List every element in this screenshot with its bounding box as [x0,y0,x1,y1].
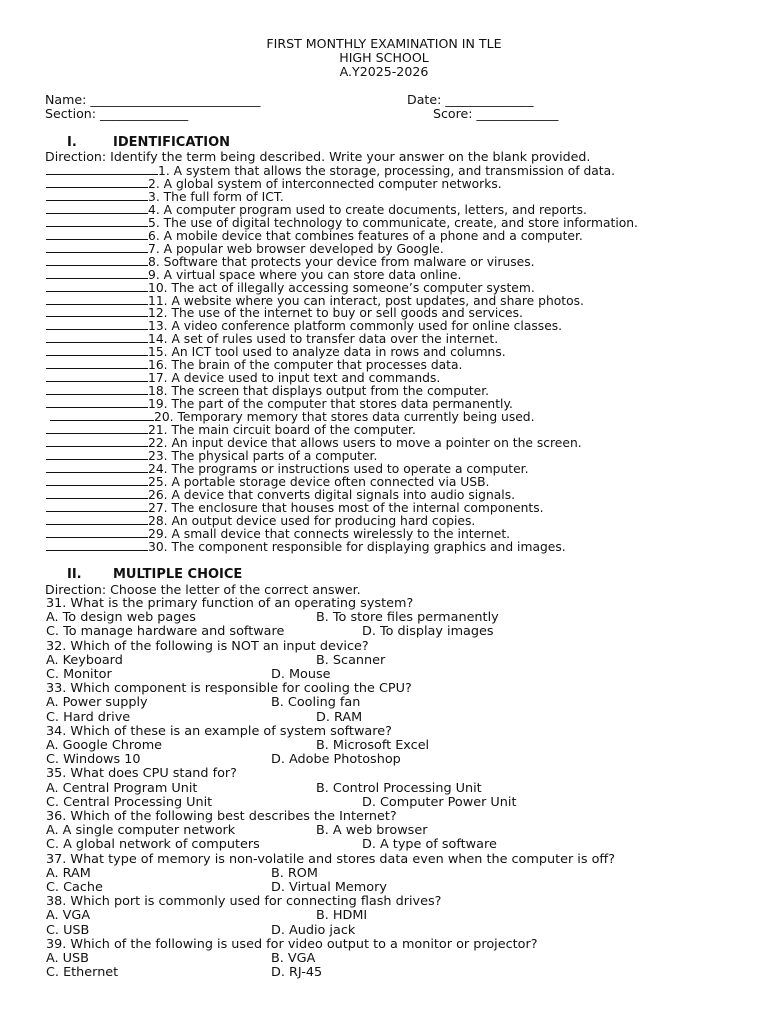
choice-a[interactable]: A. A single computer network [46,823,236,839]
answer-blank[interactable] [46,255,148,266]
answer-blank[interactable] [50,410,154,421]
answer-blank[interactable] [46,306,148,317]
item-text: 24. The programs or instructions used to operate a computer. [148,461,529,476]
date-field[interactable]: Date: ______________ [407,92,534,107]
identification-item [46,319,562,333]
answer-blank[interactable] [46,371,148,382]
answer-blank[interactable] [46,281,148,292]
exam-level: HIGH SCHOOL [339,50,429,65]
identification-item [46,242,444,256]
item-text: 30. The component responsible for displaying graphics and images. [148,539,566,554]
score-field[interactable]: Score: _____________ [433,106,559,121]
item-text: 16. The brain of the computer that processes data. [148,358,463,373]
choice-a[interactable]: A. Power supply [46,695,148,711]
question-text: 36. Which of the following best describes the Internet? [46,809,397,824]
choice-c[interactable]: C. Monitor [46,667,112,682]
item-text: 20. Temporary memory that stores data currently being used. [154,410,535,425]
choice-c[interactable]: C. Hard drive [46,709,131,725]
answer-blank[interactable] [46,190,148,201]
answer-blank[interactable] [46,216,148,227]
item-text: 26. A device that converts digital signals into audio signals. [148,487,516,502]
part2-title: MULTIPLE CHOICE [113,567,243,582]
question-text: 31. What is the primary function of an operating system? [46,596,414,611]
section-field[interactable]: Section: ______________ [45,106,189,121]
item-text: 18. The screen that displays output from the computer. [148,384,490,399]
name-field[interactable]: Name: ___________________________ [45,92,261,107]
choice-b[interactable]: B. Scanner [316,652,386,668]
identification-item [46,358,462,372]
identification-item [46,216,638,230]
question-text: 32. Which of the following is NOT an input device? [46,638,369,654]
identification-item [46,294,584,308]
choice-c[interactable]: C. Central Processing Unit [46,794,213,810]
item-text: 22. An input device that allows users to move a pointer on the screen. [148,435,582,450]
answer-blank[interactable] [46,345,148,356]
item-text: 11. A website where you can interact, post updates, and share photos. [148,293,584,308]
identification-item [46,410,535,424]
identification-item [46,514,475,528]
identification-item [46,423,416,437]
item-text: 2. A global system of interconnected computer networks. [148,176,502,191]
question-text: 34. Which of these is an example of system software? [46,723,392,739]
choice-d[interactable]: D. Audio jack [271,922,356,938]
choice-b[interactable]: B. Cooling fan [271,695,361,711]
answer-blank[interactable] [46,501,148,512]
choice-d[interactable]: D. A type of software [362,837,497,853]
answer-blank[interactable] [46,384,148,395]
answer-blank[interactable] [46,242,148,253]
identification-item [46,449,377,463]
identification-item [46,268,461,282]
answer-blank[interactable] [46,397,148,408]
identification-item [46,397,513,411]
identification-item [46,540,566,554]
identification-item [46,281,535,295]
choice-b[interactable]: B. VGA [271,951,316,966]
choice-a[interactable]: A. RAM [46,865,91,881]
choice-a[interactable]: A. To design web pages [46,610,196,626]
item-text: 29. A small device that connects wirelessly to the internet. [148,526,511,541]
choice-b[interactable]: B. ROM [271,865,318,881]
answer-blank[interactable] [46,527,148,538]
choice-b[interactable]: B. A web browser [316,823,428,839]
choice-a[interactable]: A. Keyboard [46,652,123,668]
identification-item [46,501,544,515]
identification-item [46,177,502,191]
question-text: 38. Which port is commonly used for connecting flash drives? [46,894,442,910]
item-text: 21. The main circuit board of the computer. [148,423,416,437]
identification-item [46,475,489,489]
choice-c[interactable]: C. Ethernet [46,965,119,981]
item-text: 23. The physical parts of a computer. [148,448,378,463]
item-text: 25. A portable storage device often connected via USB. [148,474,490,489]
item-text: 10. The act of illegally accessing someone’s computer system. [148,280,535,295]
item-text: 6. A mobile device that combines features of a phone and a computer. [148,228,583,243]
part2-direction: Direction: Choose the letter of the correct answer. [45,582,361,597]
answer-blank[interactable] [46,268,148,279]
choice-d[interactable]: D. Adobe Photoshop [271,752,401,768]
choice-b[interactable]: B. Control Processing Unit [316,780,482,796]
choice-b[interactable]: B. Microsoft Excel [316,738,430,753]
answer-blank[interactable] [46,514,148,525]
exam-title: FIRST MONTHLY EXAMINATION IN TLE [266,36,502,51]
choice-d[interactable]: D. Virtual Memory [271,880,387,895]
item-text: 28. An output device used for producing hard copies. [148,513,476,528]
question-text: 39. Which of the following is used for video output to a monitor or projector? [46,936,538,952]
answer-blank[interactable] [46,540,148,551]
answer-blank[interactable] [46,164,158,175]
identification-item [46,462,529,476]
answer-blank[interactable] [46,294,148,305]
item-text: 4. A computer program used to create documents, letters, and reports. [148,202,587,217]
answer-blank[interactable] [46,177,148,188]
part1-title: IDENTIFICATION [113,135,231,150]
identification-item [46,306,523,320]
answer-blank[interactable] [46,436,148,447]
choice-b[interactable]: B. HDMI [316,908,368,924]
item-text: 5. The use of digital technology to communicate, create, and store information. [148,215,638,230]
choice-c[interactable]: C. Cache [46,880,103,895]
part1-direction: Direction: Identify the term being described. Write your answer on the blank provided. [45,149,591,164]
choice-c[interactable]: C. A global network of computers [46,837,260,853]
academic-year: A.Y2025-2026 [339,64,429,79]
choice-a[interactable]: A. VGA [46,908,91,924]
choice-a[interactable]: A. USB [46,951,89,966]
item-text: 12. The use of the internet to buy or sell goods and services. [148,306,523,321]
part1-number: I. [67,135,77,150]
item-text: 19. The part of the computer that stores data permanently. [148,397,513,412]
item-text: 3. The full form of ICT. [148,189,284,204]
choice-c[interactable]: C. Windows 10 [46,752,141,768]
answer-blank[interactable] [46,475,148,486]
item-text: 9. A virtual space where you can store data online. [148,267,462,282]
identification-item [46,332,498,346]
identification-item [46,203,587,217]
answer-blank[interactable] [46,319,148,330]
part2-number: II. [67,567,82,582]
choice-b[interactable]: B. To store files permanently [316,610,499,626]
identification-item [46,527,510,541]
choice-c[interactable]: C. To manage hardware and software [46,624,285,640]
choice-c[interactable]: C. USB [46,922,90,938]
identification-item [46,229,583,243]
item-text: 17. A device used to input text and commands. [148,371,441,386]
identification-item [46,488,515,502]
answer-blank[interactable] [46,423,148,434]
item-text: 15. An ICT tool used to analyze data in rows and columns. [148,345,506,360]
identification-item [46,345,506,359]
identification-item [46,255,535,269]
answer-blank[interactable] [46,449,148,460]
question-text: 33. Which component is responsible for cooling the CPU? [46,681,412,697]
choice-d[interactable]: D. Computer Power Unit [362,794,517,810]
answer-blank[interactable] [46,203,148,214]
choice-a[interactable]: A. Google Chrome [46,738,163,753]
answer-blank[interactable] [46,488,148,499]
item-text: 7. A popular web browser developed by Google. [148,241,444,256]
identification-item [46,190,284,204]
choice-d[interactable]: D. RAM [316,709,363,725]
identification-item [46,436,582,450]
choice-d[interactable]: D. Mouse [271,667,331,682]
question-text: 35. What does CPU stand for? [46,766,237,782]
item-text: 8. Software that protects your device from malware or viruses. [148,254,535,269]
answer-blank[interactable] [46,229,148,240]
answer-blank[interactable] [46,462,148,473]
item-text: 27. The enclosure that houses most of the internal components. [148,500,544,515]
identification-item [46,384,489,398]
item-text: 13. A video conference platform commonly used for online classes. [148,319,563,334]
choice-d[interactable]: D. RJ-45 [271,965,323,981]
item-text: 14. A set of rules used to transfer data over the internet. [148,332,499,347]
choice-d[interactable]: D. To display images [362,624,494,640]
choice-a[interactable]: A. Central Program Unit [46,780,198,796]
answer-blank[interactable] [46,332,148,343]
item-text: 1. A system that allows the storage, processing, and transmission of data. [158,164,616,178]
answer-blank[interactable] [46,358,148,369]
identification-item [46,164,615,178]
identification-item [46,371,440,385]
question-text: 37. What type of memory is non-volatile and stores data even when the computer is off? [46,851,616,867]
